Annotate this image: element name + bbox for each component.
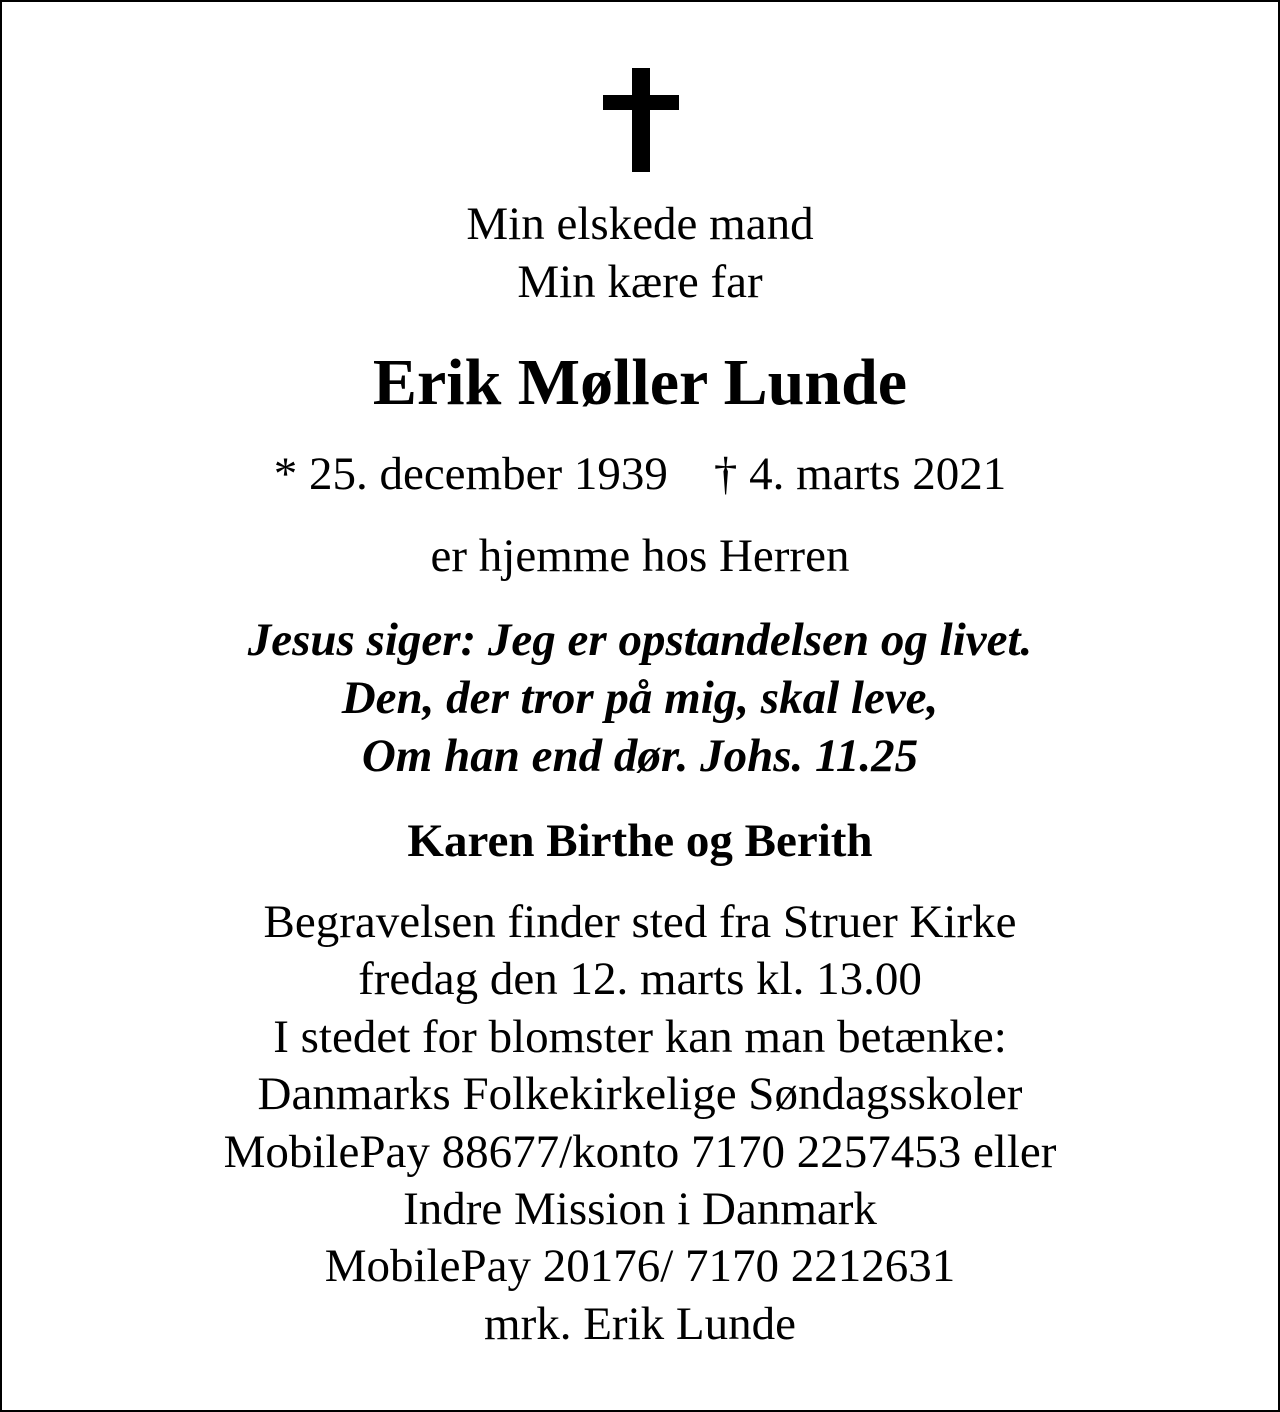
deceased-name: Erik Møller Lunde	[372, 346, 908, 419]
info-line: Danmarks Folkekirkelige Søndagsskoler	[257, 1068, 1023, 1121]
status-line: er hjemme hos Herren	[430, 530, 850, 582]
family-signature: Karen Birthe og Berith	[407, 815, 873, 867]
info-line: mrk. Erik Lunde	[484, 1297, 796, 1350]
latin-cross-icon	[603, 68, 679, 172]
funeral-info	[2, 894, 1278, 1353]
info-line: Indre Mission i Danmark	[403, 1183, 877, 1236]
verse-line: Jesus siger: Jeg er opstandelsen og livet.	[247, 614, 1033, 666]
info-line: I stedet for blomster kan man betænke:	[273, 1010, 1007, 1063]
intro	[2, 195, 1278, 311]
info-line: MobilePay 20176/ 7170 2212631	[324, 1240, 956, 1293]
verse-line: Om han end dør. Johs. 11.25	[361, 730, 919, 782]
birth-date: * 25. december 1939	[273, 448, 668, 500]
death-date: † 4. marts 2021	[713, 448, 1007, 500]
intro-line: Min kære far	[517, 256, 763, 308]
info-line: fredag den 12. marts kl. 13.00	[358, 953, 922, 1006]
life-dates	[2, 445, 1278, 503]
verse-line: Den, der tror på mig, skal leve,	[341, 672, 939, 724]
intro-line: Min elskede mand	[466, 198, 814, 250]
bible-verse	[2, 611, 1278, 785]
info-line: MobilePay 88677/konto 7170 2257453 eller	[223, 1125, 1057, 1178]
info-line: Begravelsen finder sted fra Struer Kirke	[263, 896, 1017, 948]
